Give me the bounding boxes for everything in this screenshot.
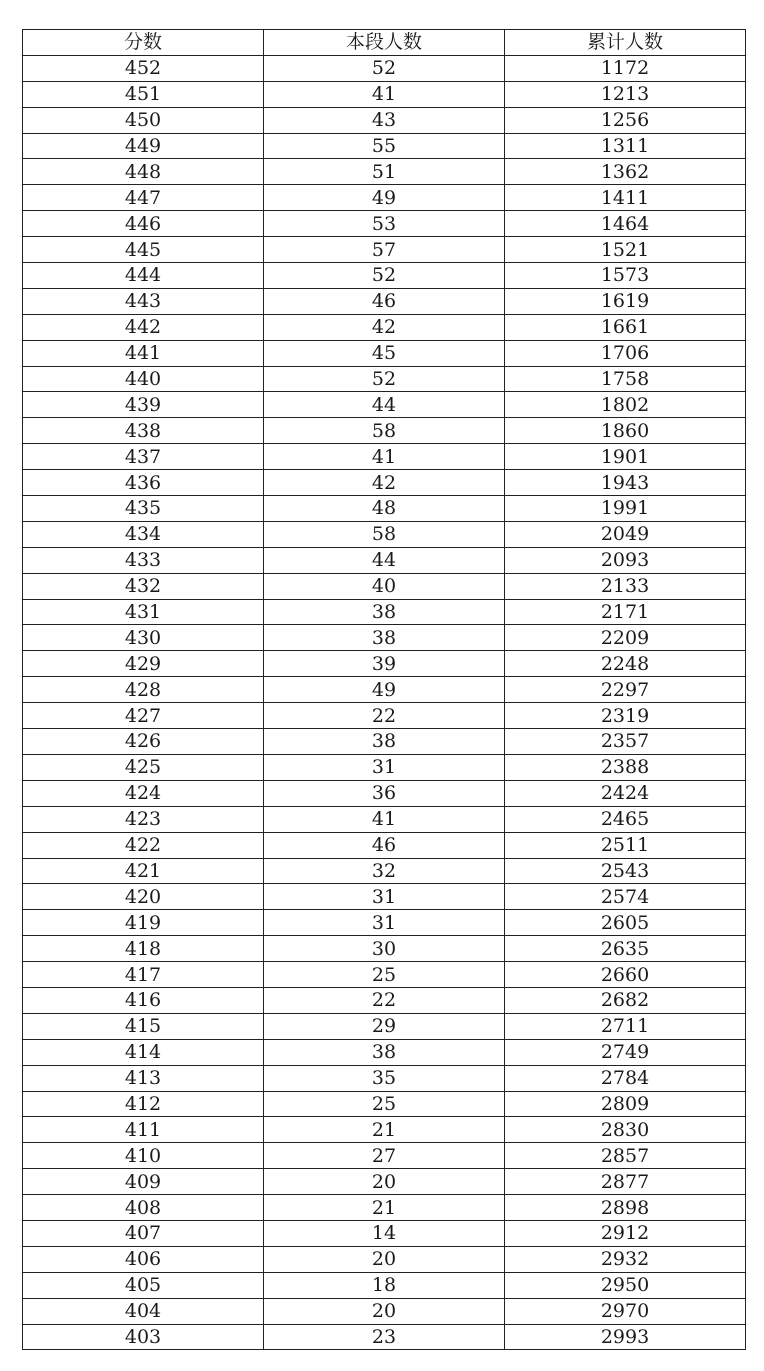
- segment-count-cell: 49: [264, 677, 505, 703]
- table-row: [23, 625, 746, 651]
- cumulative-count-cell: 2912: [505, 1220, 746, 1246]
- segment-count-cell: 25: [264, 962, 505, 988]
- table-row: [23, 910, 746, 936]
- score-cell: 447: [23, 185, 264, 211]
- cumulative-count-cell: 2857: [505, 1143, 746, 1169]
- segment-count-cell: 49: [264, 185, 505, 211]
- table-row: [23, 237, 746, 263]
- score-cell: 448: [23, 159, 264, 185]
- table-row: [23, 1091, 746, 1117]
- table-row: [23, 573, 746, 599]
- segment-count-cell: 31: [264, 910, 505, 936]
- table-row: [23, 521, 746, 547]
- cumulative-count-cell: 2511: [505, 832, 746, 858]
- table-row: [23, 1195, 746, 1221]
- table-row: [23, 858, 746, 884]
- cumulative-count-cell: 1172: [505, 55, 746, 81]
- segment-count-cell: 52: [264, 366, 505, 392]
- table-row: [23, 599, 746, 625]
- cumulative-count-cell: 2749: [505, 1039, 746, 1065]
- table-row: [23, 1169, 746, 1195]
- table-row: [23, 1246, 746, 1272]
- cumulative-count-cell: 2388: [505, 754, 746, 780]
- table-row: [23, 651, 746, 677]
- table-row: [23, 962, 746, 988]
- segment-count-cell: 21: [264, 1195, 505, 1221]
- segment-count-cell: 25: [264, 1091, 505, 1117]
- score-cell: 442: [23, 314, 264, 340]
- score-cell: 408: [23, 1195, 264, 1221]
- segment-count-cell: 58: [264, 418, 505, 444]
- score-cell: 406: [23, 1246, 264, 1272]
- score-cell: 437: [23, 444, 264, 470]
- table-row: [23, 288, 746, 314]
- score-cell: 429: [23, 651, 264, 677]
- column-header-score: 分数: [23, 30, 264, 56]
- cumulative-count-cell: 1464: [505, 211, 746, 237]
- table-row: [23, 780, 746, 806]
- score-cell: 432: [23, 573, 264, 599]
- table-row: [23, 263, 746, 289]
- segment-count-cell: 22: [264, 987, 505, 1013]
- table-row: [23, 55, 746, 81]
- cumulative-count-cell: 1362: [505, 159, 746, 185]
- score-cell: 446: [23, 211, 264, 237]
- segment-count-cell: 31: [264, 754, 505, 780]
- score-cell: 428: [23, 677, 264, 703]
- score-cell: 452: [23, 55, 264, 81]
- score-cell: 421: [23, 858, 264, 884]
- cumulative-count-cell: 1943: [505, 470, 746, 496]
- score-cell: 418: [23, 936, 264, 962]
- segment-count-cell: 36: [264, 780, 505, 806]
- table-row: [23, 806, 746, 832]
- cumulative-count-cell: 2133: [505, 573, 746, 599]
- score-cell: 438: [23, 418, 264, 444]
- cumulative-count-cell: 1521: [505, 237, 746, 263]
- cumulative-count-cell: 2209: [505, 625, 746, 651]
- score-cell: 440: [23, 366, 264, 392]
- table-row: [23, 211, 746, 237]
- segment-count-cell: 51: [264, 159, 505, 185]
- segment-count-cell: 20: [264, 1298, 505, 1324]
- score-cell: 441: [23, 340, 264, 366]
- score-cell: 409: [23, 1169, 264, 1195]
- cumulative-count-cell: 2297: [505, 677, 746, 703]
- table-row: [23, 936, 746, 962]
- segment-count-cell: 53: [264, 211, 505, 237]
- cumulative-count-cell: 1991: [505, 496, 746, 522]
- cumulative-count-cell: 1802: [505, 392, 746, 418]
- score-cell: 443: [23, 288, 264, 314]
- segment-count-cell: 38: [264, 599, 505, 625]
- score-cell: 411: [23, 1117, 264, 1143]
- segment-count-cell: 45: [264, 340, 505, 366]
- segment-count-cell: 18: [264, 1272, 505, 1298]
- cumulative-count-cell: 2877: [505, 1169, 746, 1195]
- segment-count-cell: 29: [264, 1013, 505, 1039]
- segment-count-cell: 44: [264, 547, 505, 573]
- segment-count-cell: 14: [264, 1220, 505, 1246]
- table-header: [23, 30, 746, 56]
- table-row: [23, 1013, 746, 1039]
- cumulative-count-cell: 1758: [505, 366, 746, 392]
- table-row: [23, 547, 746, 573]
- table-row: [23, 133, 746, 159]
- score-cell: 420: [23, 884, 264, 910]
- cumulative-count-cell: 2357: [505, 729, 746, 755]
- segment-count-cell: 35: [264, 1065, 505, 1091]
- segment-count-cell: 57: [264, 237, 505, 263]
- cumulative-count-cell: 1573: [505, 263, 746, 289]
- score-cell: 412: [23, 1091, 264, 1117]
- score-cell: 449: [23, 133, 264, 159]
- score-cell: 450: [23, 107, 264, 133]
- table-row: [23, 1272, 746, 1298]
- cumulative-count-cell: 2635: [505, 936, 746, 962]
- segment-count-cell: 40: [264, 573, 505, 599]
- table-row: [23, 392, 746, 418]
- cumulative-count-cell: 2932: [505, 1246, 746, 1272]
- table-row: [23, 703, 746, 729]
- score-cell: 417: [23, 962, 264, 988]
- table-row: [23, 832, 746, 858]
- table-row: [23, 340, 746, 366]
- segment-count-cell: 31: [264, 884, 505, 910]
- table-row: [23, 159, 746, 185]
- score-cell: 444: [23, 263, 264, 289]
- cumulative-count-cell: 2711: [505, 1013, 746, 1039]
- cumulative-count-cell: 1619: [505, 288, 746, 314]
- table-row: [23, 185, 746, 211]
- score-cell: 451: [23, 81, 264, 107]
- cumulative-count-cell: 1311: [505, 133, 746, 159]
- score-distribution-table: [22, 29, 746, 1350]
- table-row: [23, 1298, 746, 1324]
- score-cell: 403: [23, 1324, 264, 1350]
- score-cell: 439: [23, 392, 264, 418]
- table-row: [23, 1065, 746, 1091]
- segment-count-cell: 22: [264, 703, 505, 729]
- cumulative-count-cell: 1901: [505, 444, 746, 470]
- score-cell: 422: [23, 832, 264, 858]
- score-cell: 445: [23, 237, 264, 263]
- cumulative-count-cell: 2171: [505, 599, 746, 625]
- cumulative-count-cell: 2093: [505, 547, 746, 573]
- segment-count-cell: 41: [264, 806, 505, 832]
- segment-count-cell: 27: [264, 1143, 505, 1169]
- segment-count-cell: 44: [264, 392, 505, 418]
- table-row: [23, 754, 746, 780]
- score-cell: 405: [23, 1272, 264, 1298]
- cumulative-count-cell: 1860: [505, 418, 746, 444]
- segment-count-cell: 43: [264, 107, 505, 133]
- score-cell: 423: [23, 806, 264, 832]
- cumulative-count-cell: 2574: [505, 884, 746, 910]
- score-cell: 436: [23, 470, 264, 496]
- score-cell: 413: [23, 1065, 264, 1091]
- table-row: [23, 729, 746, 755]
- segment-count-cell: 38: [264, 729, 505, 755]
- score-cell: 407: [23, 1220, 264, 1246]
- table-row: [23, 366, 746, 392]
- segment-count-cell: 46: [264, 832, 505, 858]
- cumulative-count-cell: 2248: [505, 651, 746, 677]
- cumulative-count-cell: 2809: [505, 1091, 746, 1117]
- segment-count-cell: 20: [264, 1169, 505, 1195]
- score-cell: 431: [23, 599, 264, 625]
- segment-count-cell: 20: [264, 1246, 505, 1272]
- segment-count-cell: 48: [264, 496, 505, 522]
- table-row: [23, 1117, 746, 1143]
- cumulative-count-cell: 2660: [505, 962, 746, 988]
- cumulative-count-cell: 2319: [505, 703, 746, 729]
- cumulative-count-cell: 2682: [505, 987, 746, 1013]
- table-row: [23, 884, 746, 910]
- cumulative-count-cell: 2605: [505, 910, 746, 936]
- cumulative-count-cell: 1411: [505, 185, 746, 211]
- cumulative-count-cell: 1706: [505, 340, 746, 366]
- segment-count-cell: 55: [264, 133, 505, 159]
- segment-count-cell: 58: [264, 521, 505, 547]
- column-header-segment-count: 本段人数: [264, 30, 505, 56]
- segment-count-cell: 42: [264, 470, 505, 496]
- table-row: [23, 444, 746, 470]
- score-cell: 424: [23, 780, 264, 806]
- segment-count-cell: 39: [264, 651, 505, 677]
- score-cell: 426: [23, 729, 264, 755]
- cumulative-count-cell: 1661: [505, 314, 746, 340]
- cumulative-count-cell: 2970: [505, 1298, 746, 1324]
- header-row: [23, 30, 746, 56]
- segment-count-cell: 21: [264, 1117, 505, 1143]
- cumulative-count-cell: 1256: [505, 107, 746, 133]
- segment-count-cell: 23: [264, 1324, 505, 1350]
- cumulative-count-cell: 2830: [505, 1117, 746, 1143]
- score-cell: 427: [23, 703, 264, 729]
- table-row: [23, 418, 746, 444]
- cumulative-count-cell: 2465: [505, 806, 746, 832]
- segment-count-cell: 41: [264, 81, 505, 107]
- table-row: [23, 107, 746, 133]
- segment-count-cell: 52: [264, 263, 505, 289]
- segment-count-cell: 38: [264, 625, 505, 651]
- cumulative-count-cell: 2424: [505, 780, 746, 806]
- score-cell: 433: [23, 547, 264, 573]
- cumulative-count-cell: 2784: [505, 1065, 746, 1091]
- segment-count-cell: 52: [264, 55, 505, 81]
- column-header-cumulative-count: 累计人数: [505, 30, 746, 56]
- cumulative-count-cell: 2950: [505, 1272, 746, 1298]
- segment-count-cell: 38: [264, 1039, 505, 1065]
- table-row: [23, 1220, 746, 1246]
- segment-count-cell: 30: [264, 936, 505, 962]
- score-cell: 410: [23, 1143, 264, 1169]
- table-row: [23, 1039, 746, 1065]
- table-row: [23, 1143, 746, 1169]
- table-row: [23, 314, 746, 340]
- segment-count-cell: 46: [264, 288, 505, 314]
- score-cell: 430: [23, 625, 264, 651]
- score-cell: 416: [23, 987, 264, 1013]
- cumulative-count-cell: 2049: [505, 521, 746, 547]
- segment-count-cell: 42: [264, 314, 505, 340]
- score-cell: 419: [23, 910, 264, 936]
- score-cell: 404: [23, 1298, 264, 1324]
- score-cell: 415: [23, 1013, 264, 1039]
- table-body: [23, 55, 746, 1350]
- table-row: [23, 470, 746, 496]
- cumulative-count-cell: 2993: [505, 1324, 746, 1350]
- table-row: [23, 81, 746, 107]
- cumulative-count-cell: 2543: [505, 858, 746, 884]
- table-row: [23, 677, 746, 703]
- score-cell: 425: [23, 754, 264, 780]
- cumulative-count-cell: 2898: [505, 1195, 746, 1221]
- table-row: [23, 496, 746, 522]
- score-cell: 435: [23, 496, 264, 522]
- cumulative-count-cell: 1213: [505, 81, 746, 107]
- score-cell: 414: [23, 1039, 264, 1065]
- segment-count-cell: 32: [264, 858, 505, 884]
- score-cell: 434: [23, 521, 264, 547]
- table-row: [23, 987, 746, 1013]
- table-row: [23, 1324, 746, 1350]
- segment-count-cell: 41: [264, 444, 505, 470]
